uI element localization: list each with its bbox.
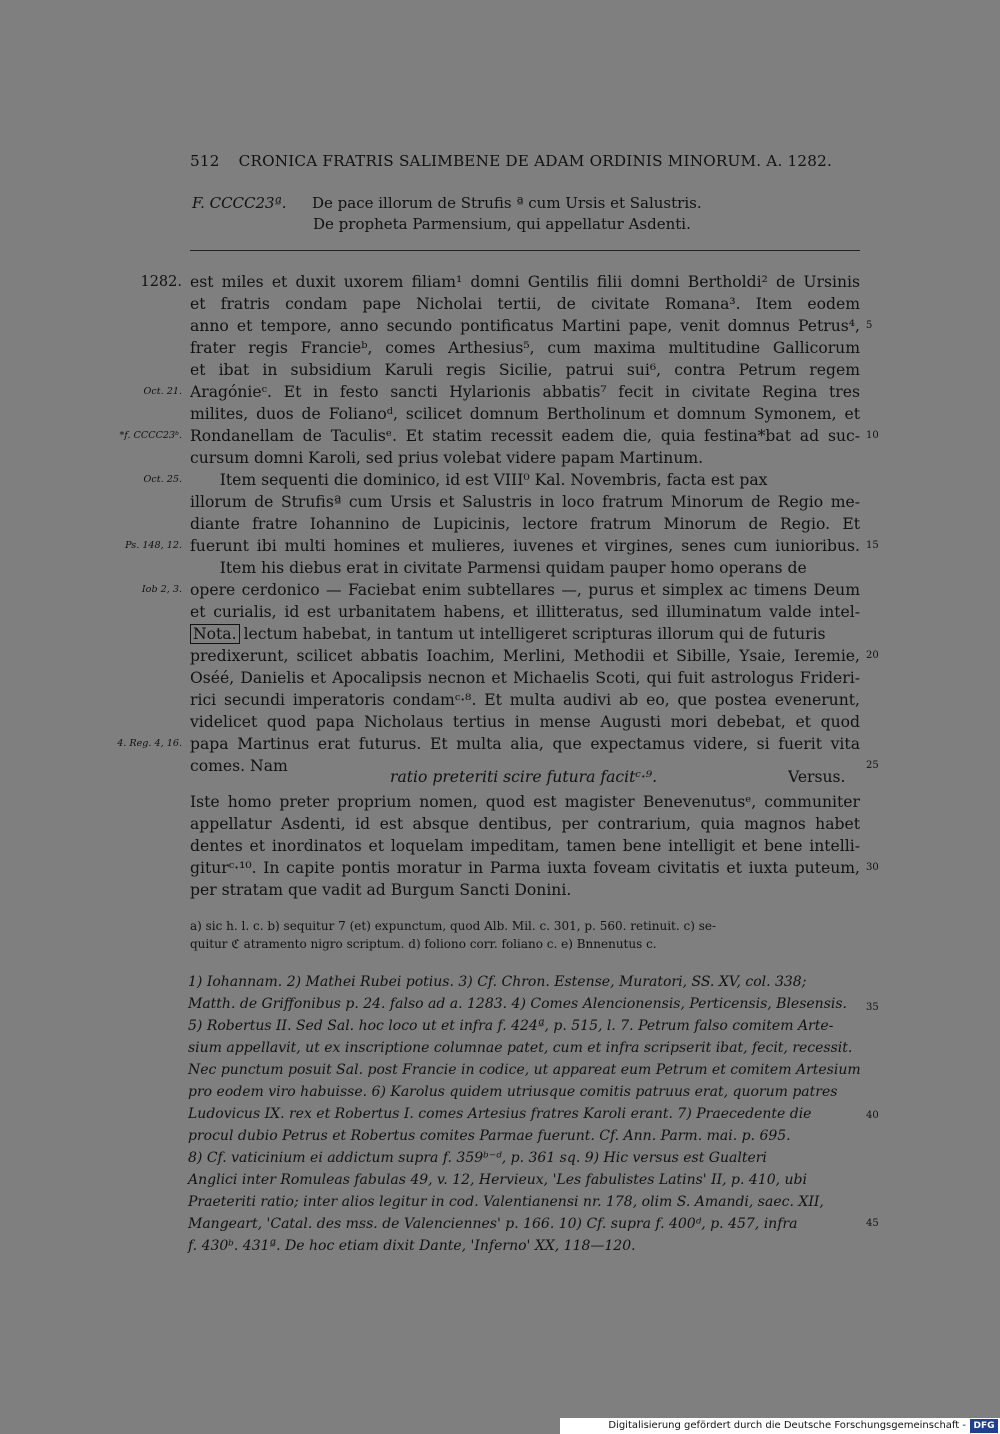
margin-date: Oct. 21. xyxy=(143,386,182,397)
footnote-line: Praeteriti ratio; inter alios legitur in cod. Valentianensi nr. 178, olim S. Amandi, saec. XII, xyxy=(188,1194,824,1210)
digitization-credit xyxy=(560,1418,1000,1434)
footnote-line: 1) Iohannam. 2) Mathei Rubei potius. 3) Cf. Chron. Estense, Muratori, SS. XV, col. 338; xyxy=(188,974,807,990)
rubric-line-2: De propheta Parmensium, qui appellatur Asdenti. xyxy=(313,215,691,233)
margin-year: 1282. xyxy=(140,274,182,290)
line-number: 30 xyxy=(866,862,879,873)
body-line-with-nota xyxy=(190,623,860,645)
body-line: Oséé, Danielis et Apocalipsis necnon et Michaelis Scoti, qui fuit astrologus Frideri- xyxy=(190,669,860,687)
margin-date: Oct. 25. xyxy=(143,474,182,485)
body-line: videlicet quod papa Nicholaus tertius in mense Augusti mori debebat, et quod xyxy=(190,713,860,731)
line-number: 40 xyxy=(866,1110,879,1121)
margin-citation: Ps. 148, 12. xyxy=(125,540,182,551)
footnote-line: sium appellavit, ut ex inscriptione columnae patet, cum et infra scripserit ibat, fecit, recessit. xyxy=(188,1040,853,1056)
body-line: frater regis Francieᵇ, comes Arthesius⁵, cum maxima multitudine Gallicorum xyxy=(190,339,860,357)
rubric-line-1: De pace illorum de Strufis ª cum Ursis et Salustris. xyxy=(312,194,702,212)
body-line: anno et tempore, anno secundo pontificatus Martini pape, venit domnus Petrus⁴, xyxy=(190,317,860,335)
body-line: Item sequenti die dominico, id est VIII⁰ Kal. Novembris, facta est pax xyxy=(190,471,768,489)
body-line: Item his diebus erat in civitate Parmensi quidam pauper homo operans de xyxy=(190,559,807,577)
running-header xyxy=(190,152,860,170)
nota-box: Nota. xyxy=(190,624,240,644)
margin-citation: 4. Reg. 4, 16. xyxy=(117,738,182,749)
body-line: est miles et duxit uxorem filiam¹ domni Gentilis filii domni Bertholdi² de Ursinis xyxy=(190,273,860,291)
line-number: 35 xyxy=(866,1002,879,1013)
footnote-line: Nec punctum posuit Sal. post Francie in codice, ut appareat eum Petrum et comitem Artesium xyxy=(188,1062,861,1078)
chapter-rubric xyxy=(192,193,860,235)
footnote-line: 8) Cf. vaticinium ei addictum supra f. 359ᵇ⁻ᵈ, p. 361 sq. 9) Hic versus est Gualteri xyxy=(188,1150,767,1166)
margin-citation: Iob 2, 3. xyxy=(141,584,182,595)
body-line: lectum habebat, in tantum ut intelligeret scripturas illorum qui de futuris xyxy=(243,625,826,643)
footnote-line: pro eodem viro habuisse. 6) Karolus quidem utriusque comitis patruus erat, quorum patres xyxy=(188,1084,838,1100)
body-line: papa Martinus erat futurus. Et multa alia, que expectamus videre, si fuerit vita xyxy=(190,735,860,753)
body-line: et curialis, id est urbanitatem habens, et illitteratus, sed illuminatum valde intel- xyxy=(190,603,860,621)
footnote-line: Mangeart, 'Catal. des mss. de Valenciennes' p. 166. 10) Cf. supra f. 400ᵈ, p. 457, infra xyxy=(188,1216,798,1232)
line-number: 20 xyxy=(866,650,879,661)
body-line: rici secundi imperatoris condamᶜ·⁸. Et multa audivi ab eo, que postea evenerunt, xyxy=(190,691,860,709)
dfg-logo: DFG xyxy=(970,1419,998,1433)
line-number: 15 xyxy=(866,540,879,551)
footnote-line: procul dubio Petrus et Robertus comites Parmae fuerunt. Cf. Ann. Parm. mai. p. 695. xyxy=(188,1128,791,1144)
body-line: opere cerdonico — Faciebat enim subtellares —, purus et simplex ac timens Deum xyxy=(190,581,860,599)
body-line: Aragónieᶜ. Et in festo sancti Hylarionis abbatis⁷ fecit in civitate Regina tres xyxy=(190,383,860,401)
body-line: predixerunt, scilicet abbatis Ioachim, Merlini, Methodii et Sibille, Ysaie, Ieremie, xyxy=(190,647,860,665)
line-number: 5 xyxy=(866,320,873,331)
folio-label: F. CCCC23ª. xyxy=(192,194,287,212)
body-line: diante fratre Iohannino de Lupicinis, lectore fratrum Minorum de Regio. Et xyxy=(190,515,860,533)
body-line: per stratam que vadit ad Burgum Sancti Donini. xyxy=(190,881,572,899)
footnote-line: Anglici inter Romuleas fabulas 49, v. 12, Hervieux, 'Les fabulistes Latins' II, p. 410, ubi xyxy=(188,1172,807,1188)
footnote-line: 5) Robertus II. Sed Sal. hoc loco ut et infra f. 424ª, p. 515, l. 7. Petrum falso comitem Arte- xyxy=(188,1018,834,1034)
body-line: dentes et inordinatos et loquelam impeditam, tamen bene intelligit et bene intelli- xyxy=(190,837,860,855)
footnote-line: f. 430ᵇ. 431ª. De hoc etiam dixit Dante, 'Inferno' XX, 118—120. xyxy=(188,1238,636,1254)
body-line: et ibat in subsidium Karuli regis Sicilie, patrui sui⁶, contra Petrum regem xyxy=(190,361,860,379)
line-number: 45 xyxy=(866,1218,879,1229)
versus-label: Versus. xyxy=(788,768,846,786)
running-title: CRONICA FRATRIS SALIMBENE DE ADAM ORDINIS MINORUM. A. 1282. xyxy=(238,152,832,170)
line-number: 25 xyxy=(866,760,879,771)
body-line: cursum domni Karoli, sed prius volebat videre papam Martinum. xyxy=(190,449,704,467)
body-line: Iste homo preter proprium nomen, quod est magister Benevenutusᵉ, communiter xyxy=(190,793,860,811)
body-line: comes. Nam xyxy=(190,757,288,775)
body-line: fuerunt ibi multi homines et mulieres, iuvenes et virgines, senes cum iunioribus. xyxy=(190,537,860,555)
footnote-line: Matth. de Griffonibus p. 24. falso ad a. 1283. 4) Comes Alencionensis, Perticensis, Blesensis. xyxy=(188,996,847,1012)
ornamental-rule xyxy=(190,250,860,251)
variant-note: quitur ℭ atramento nigro scriptum. d) foliono corr. foliano c. e) Bnnenutus c. xyxy=(190,937,657,951)
line-number: 10 xyxy=(866,430,879,441)
body-line: milites, duos de Folianoᵈ, scilicet domnum Bertholinum et domnum Symonem, et xyxy=(190,405,860,423)
page-number: 512 xyxy=(190,152,220,170)
verse-line: ratio preteriti scire futura facitᶜ·⁹. xyxy=(390,768,658,786)
body-line: giturᶜ·¹⁰. In capite pontis moratur in Parma iuxta foveam civitatis et iuxta puteum, xyxy=(190,859,860,877)
body-line: appellatur Asdenti, id est absque dentibus, per contrarium, quia magnos habet xyxy=(190,815,860,833)
credit-text: Digitalisierung gefördert durch die Deutsche Forschungsgemeinschaft - xyxy=(608,1420,966,1431)
margin-folio: *f. CCCC23ᵇ. xyxy=(119,430,182,441)
variant-note: a) sic h. l. c. b) sequitur 7 (et) expunctum, quod Alb. Mil. c. 301, p. 560. retinuit. c) se- xyxy=(190,919,717,933)
body-line: et fratris condam pape Nicholai tertii, de civitate Romana³. Item eodem xyxy=(190,295,860,313)
footnote-line: Ludovicus IX. rex et Robertus I. comes Artesius fratres Karoli erant. 7) Praecedente die xyxy=(188,1106,812,1122)
body-line: Rondanellam de Taculisᵉ. Et statim recessit eadem die, quia festina*bat ad suc- xyxy=(190,427,860,445)
body-line: illorum de Strufisª cum Ursis et Salustris in loco fratrum Minorum de Regio me- xyxy=(190,493,860,511)
